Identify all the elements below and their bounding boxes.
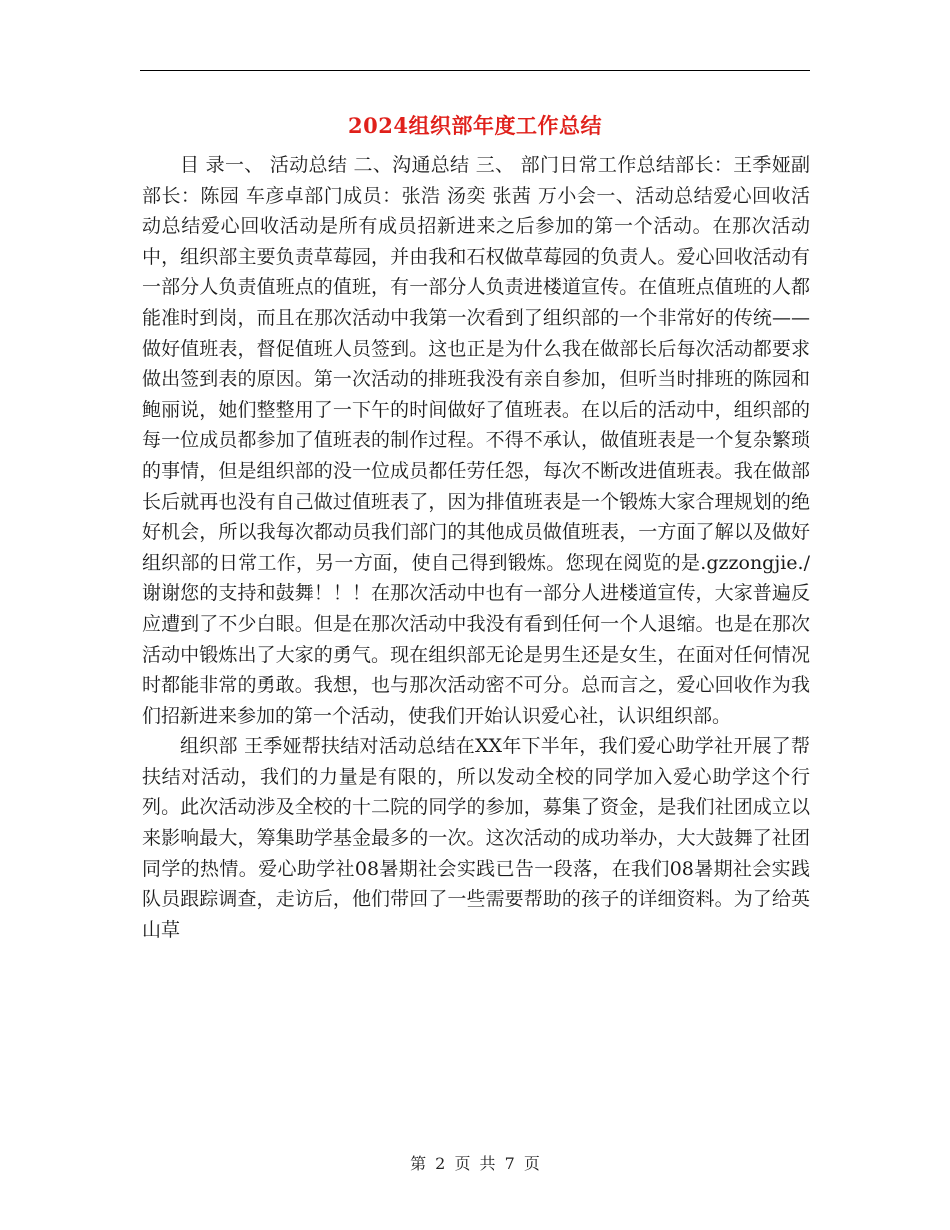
header-rule	[140, 70, 810, 71]
paragraph: 目 录一、 活动总结 二、沟通总结 三、 部门日常工作总结部长：王季娅副部长：陈园 车彦卓部门成员：张浩 汤奕 张茜 万小会一、活动总结爱心回收活动总结爱心回收活动是所有成员招新进来之后参加的第一个活动。在那次活动中，组织部主要负责草莓园，并由我和石权做草莓园的负责人。爱心回收活动有一部分人负责值班点的值班，有一部分人负责进楼道宣传。在值班点值班的人都能准时到岗，而且在那次活动中我第一次看到了组织部的一个非常好的传统——做好值班表，督促值班人员签到。这也正是为什么我在做部长后每次活动都要求做出签到表的原因。第一次活动的排班我没有亲自参加，但听当时排班的陈园和鲍丽说，她们整整用了一下午的时间做好了值班表。在以后的活动中，组织部的每一位成员都参加了值班表的制作过程。不得不承认，做值班表是一个复杂繁琐的事情，但是组织部的没一位成员都任劳任怨，每次不断改进值班表。我在做部长后就再也没有自己做过值班表了，因为排值班表是一个锻炼大家合理规划的绝好机会，所以我每次都动员我们部门的其他成员做值班表，一方面了解以及做好组织部的日常工作，另一方面，使自己得到锻炼。您现在阅览的是.gzzongjie./谢谢您的支持和鼓舞！！！在那次活动中也有一部分人进楼道宣传，大家普遍反应遭到了不少白眼。但是在那次活动中我没有看到任何一个人退缩。也是在那次活动中锻炼出了大家的勇气。现在组织部无论是男生还是女生，在面对任何情况时都能非常的勇敢。我想，也与那次活动密不可分。总而言之，爱心回收作为我们招新进来参加的第一个活动，使我们开始认识爱心社，认识组织部。	[142, 154, 810, 727]
document-title: 2024组织部年度工作总结	[348, 113, 602, 138]
page-number-footer: 第 2 页 共 7 页	[410, 1154, 540, 1173]
document-body	[142, 150, 810, 945]
paragraph: 组织部 王季娅帮扶结对活动总结在XX年下半年，我们爱心助学社开展了帮扶结对活动，我们的力量是有限的，所以发动全校的同学加入爱心助学这个行列。此次活动涉及全校的十二院的同学的参加，募集了资金，是我们社团成立以来影响最大，筹集助学基金最多的一次。这次活动的成功举办，大大鼓舞了社团同学的热情。爱心助学社08暑期社会实践已告一段落，在我们08暑期社会实践队员跟踪调查，走访后，他们带回了一些需要帮助的孩子的详细资料。为了给英山草	[142, 735, 810, 941]
